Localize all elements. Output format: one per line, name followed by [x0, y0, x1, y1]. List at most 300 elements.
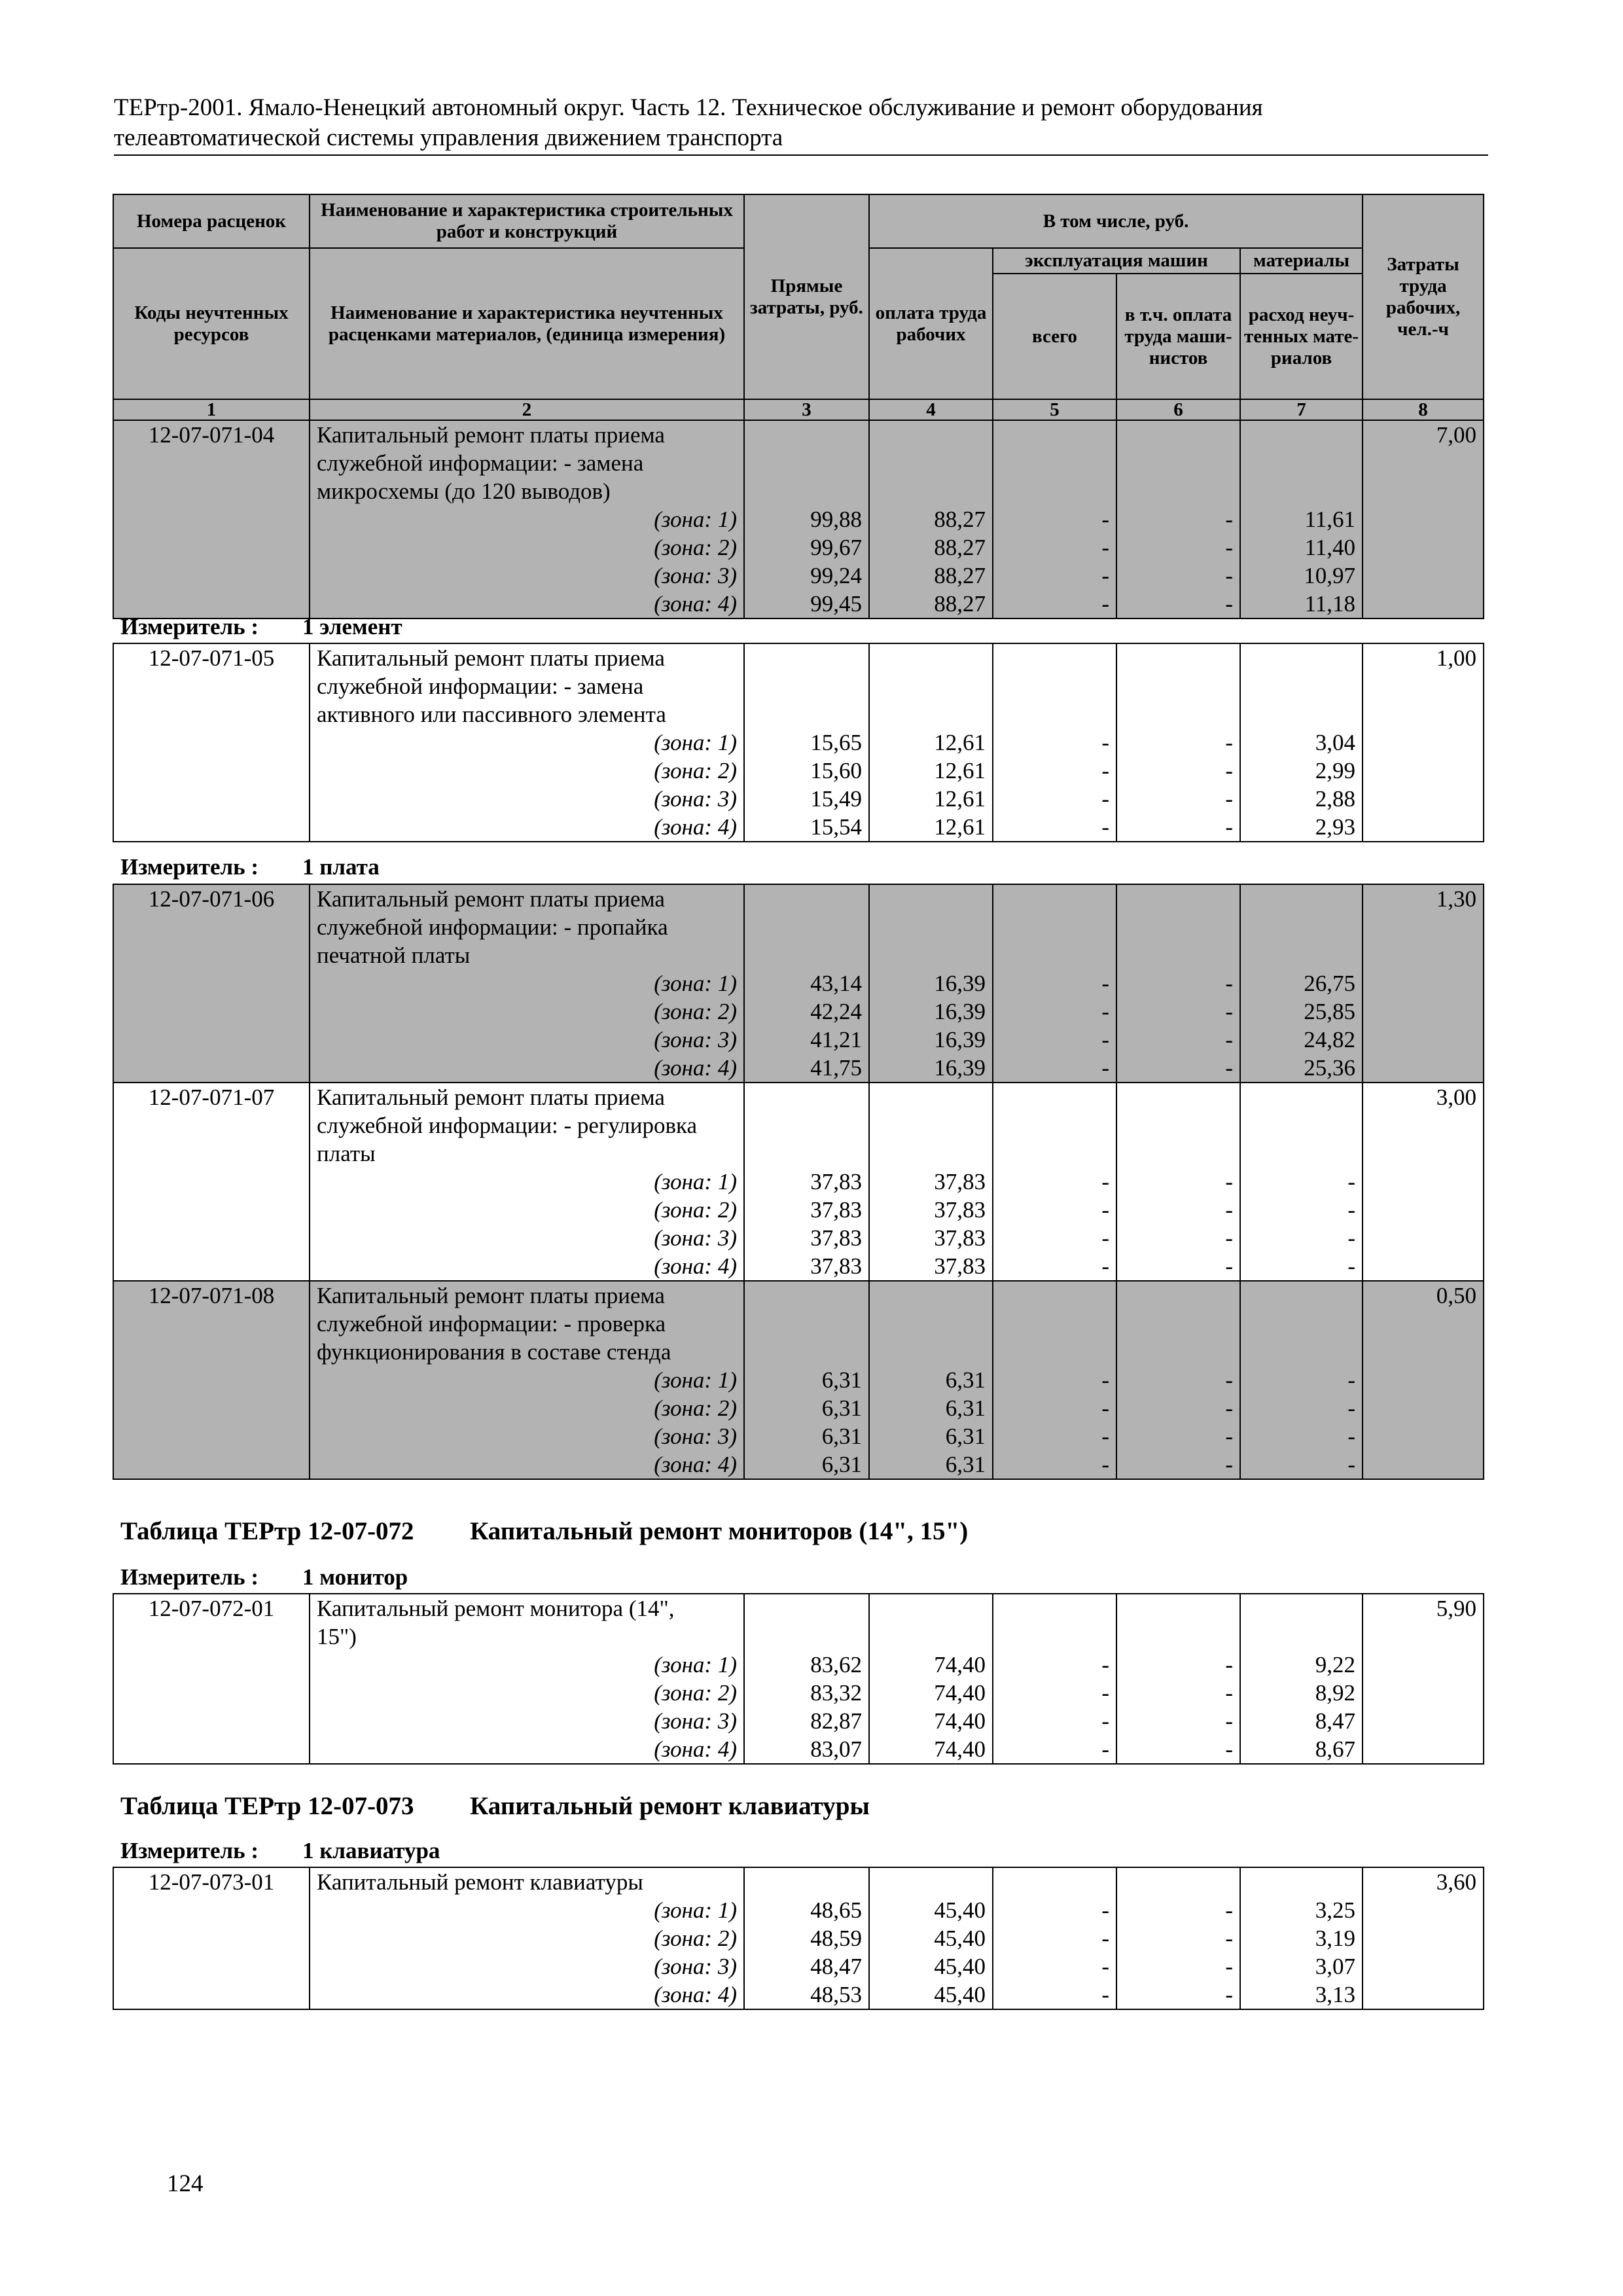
rate-name-line: служебной информации: - замена: [317, 450, 644, 476]
zone-value: -: [1101, 1652, 1109, 1677]
zone-label: (зона: 4): [654, 1253, 737, 1279]
zone-label: (зона: 3): [654, 1708, 737, 1734]
table-073-title: [120, 1792, 870, 1821]
value-col-7: [1240, 643, 1363, 842]
zone-value: 37,83: [934, 1169, 986, 1194]
zone-value: 15,60: [810, 758, 862, 783]
rate-name-cell: [310, 884, 744, 1083]
zone-label: (зона: 1): [654, 971, 737, 996]
rate-code-cell: [113, 884, 310, 1083]
zone-value: -: [1225, 1055, 1233, 1081]
zone-value: 74,40: [934, 1652, 986, 1677]
value-col-6: [1116, 884, 1240, 1083]
zone-value: 3,25: [1315, 1897, 1355, 1923]
rate-name-line: Капитальный ремонт платы приема: [317, 1283, 665, 1308]
zone-value: 99,88: [810, 507, 862, 532]
measure-value: 1 элемент: [302, 614, 402, 639]
rate-row-071-05: [113, 643, 1484, 842]
rate-code: 12-07-071-07: [148, 1085, 275, 1110]
value-col-3: [744, 643, 869, 842]
zone-value: -: [1225, 1452, 1233, 1477]
col4-header: оплата труда рабочих: [869, 248, 993, 399]
rate-name-cell: [310, 1594, 744, 1764]
value-col-6: [1116, 1281, 1240, 1479]
zone-value: -: [1101, 1708, 1109, 1734]
col-number-2: 2: [310, 399, 744, 420]
zone-value: -: [1101, 507, 1109, 532]
zone-value: 88,27: [934, 563, 986, 588]
value-col-5: [993, 1281, 1116, 1479]
labor-cost: 7,00: [1436, 422, 1477, 448]
zone-value: 11,18: [1304, 591, 1356, 617]
zone-value: 6,31: [945, 1367, 986, 1393]
rate-name-line: микросхемы (до 120 выводов): [317, 478, 611, 504]
rate-code: 12-07-071-08: [148, 1283, 275, 1308]
zone-value: 11,40: [1304, 535, 1356, 560]
zone-value: -: [1225, 758, 1233, 783]
zone-value: 88,27: [934, 535, 986, 560]
zone-value: 82,87: [810, 1708, 862, 1734]
rate-code-cell: [113, 1867, 310, 2009]
rate-name-line: служебной информации: - регулировка: [317, 1113, 698, 1138]
col-number-6: 6: [1116, 399, 1240, 420]
zone-value: 6,31: [821, 1395, 862, 1421]
zone-value: -: [1101, 1736, 1109, 1762]
value-col-6: [1116, 1867, 1240, 2009]
table-prefix: Таблица: [120, 1517, 219, 1545]
zone-label: (зона: 1): [654, 1897, 737, 1923]
rate-name-line: Капитальный ремонт платы приема: [317, 645, 665, 671]
zone-value: -: [1225, 535, 1233, 560]
zone-label: (зона: 4): [654, 1452, 737, 1477]
zone-value: 45,40: [934, 1897, 986, 1923]
rate-name-line: Капитальный ремонт платы приема: [317, 886, 665, 912]
zone-value: -: [1225, 1897, 1233, 1923]
header-line-1: ТЕРтр-2001. Ямало-Ненецкий автономный округ. Часть 12. Техническое обслуживание и ремонт оборудования: [114, 94, 1263, 121]
zone-value: 12,61: [934, 758, 986, 783]
col3-header: Прямые затраты, руб.: [744, 194, 869, 399]
value-col-7: [1240, 1594, 1363, 1764]
zone-value: 6,31: [945, 1424, 986, 1449]
value-col-4: [869, 884, 993, 1083]
measure-element: [120, 614, 402, 640]
zone-value: 6,31: [945, 1395, 986, 1421]
value-col-5: [993, 1594, 1116, 1764]
rate-name-line: Капитальный ремонт платы приема: [317, 1085, 665, 1110]
rate-code: 12-07-071-04: [148, 422, 275, 448]
zone-label: (зона: 2): [654, 1680, 737, 1706]
zone-value: 3,13: [1315, 1982, 1355, 2007]
zone-value: -: [1101, 1395, 1109, 1421]
zone-value: 48,47: [810, 1954, 862, 1979]
value-col-6: [1116, 1594, 1240, 1764]
page-header: [114, 93, 1488, 156]
zone-value: -: [1101, 1897, 1109, 1923]
value-col-3: [744, 884, 869, 1083]
measure-value: 1 монитор: [302, 1564, 408, 1590]
zone-value: 45,40: [934, 1926, 986, 1951]
value-col-3: [744, 420, 869, 619]
value-col-6: [1116, 420, 1240, 619]
col7-header: расход неуч-тенных мате-риалов: [1240, 274, 1363, 399]
zone-value: -: [1101, 1197, 1109, 1223]
rate-name-line: служебной информации: - пропайка: [317, 914, 668, 940]
labor-cost-cell: [1363, 1594, 1484, 1764]
zone-label: (зона: 1): [654, 1169, 737, 1194]
zone-value: -: [1347, 1424, 1355, 1449]
zone-value: 10,97: [1304, 563, 1356, 588]
zone-value: 37,83: [934, 1253, 986, 1279]
zone-value: -: [1225, 1652, 1233, 1677]
rate-name-cell: [310, 1867, 744, 2009]
zone-value: 37,83: [810, 1225, 862, 1251]
zone-value: -: [1225, 591, 1233, 617]
zone-value: 45,40: [934, 1982, 986, 2007]
labor-cost-cell: [1363, 884, 1484, 1083]
zone-value: 2,99: [1315, 758, 1355, 783]
zone-value: 9,22: [1315, 1652, 1355, 1677]
labor-cost-cell: [1363, 1083, 1484, 1281]
rates-table-top: [113, 194, 1483, 619]
table-name: Капитальный ремонт мониторов (14", 15"): [470, 1517, 969, 1545]
zone-value: 48,65: [810, 1897, 862, 1923]
zone-value: -: [1225, 1169, 1233, 1194]
zone-value: -: [1225, 1253, 1233, 1279]
zone-value: -: [1347, 1452, 1355, 1477]
zone-value: -: [1101, 999, 1109, 1024]
zone-value: 42,24: [810, 999, 862, 1024]
rate-name-line: печатной платы: [317, 942, 471, 968]
zone-value: 12,61: [934, 814, 986, 840]
zone-value: 88,27: [934, 507, 986, 532]
col-number-3: 3: [744, 399, 869, 420]
zone-value: -: [1101, 591, 1109, 617]
rates-table-071-06-08: [113, 884, 1483, 1480]
zone-value: -: [1225, 971, 1233, 996]
value-col-3: [744, 1083, 869, 1281]
zone-value: -: [1225, 1027, 1233, 1052]
zone-value: -: [1347, 1395, 1355, 1421]
zone-label: (зона: 4): [654, 1055, 737, 1081]
zone-label: (зона: 4): [654, 591, 737, 617]
zone-value: -: [1225, 1708, 1233, 1734]
zone-value: 25,85: [1304, 999, 1355, 1024]
zone-value: 37,83: [934, 1225, 986, 1251]
zone-value: 15,49: [810, 786, 862, 812]
col-number-8: 8: [1363, 399, 1484, 420]
rate-name-line: Капитальный ремонт монитора (14",: [317, 1596, 675, 1621]
zone-value: -: [1101, 758, 1109, 783]
rate-code-cell: [113, 1083, 310, 1281]
measure-label: Измеритель :: [120, 854, 259, 880]
zone-value: 24,82: [1304, 1027, 1355, 1052]
zone-value: 74,40: [934, 1736, 986, 1762]
rates-table-071-05: [113, 643, 1483, 842]
zone-value: -: [1101, 1954, 1109, 1979]
rate-row-071-04: [113, 420, 1484, 619]
zone-label: (зона: 4): [654, 1982, 737, 2007]
value-col-4: [869, 1083, 993, 1281]
col2-bottom-header: Наименование и характеристика неучтенных расценками материалов, (единица измерения): [310, 248, 744, 399]
zone-value: 12,61: [934, 786, 986, 812]
zone-value: 83,62: [810, 1652, 862, 1677]
value-col-5: [993, 1867, 1116, 2009]
zone-value: 16,39: [934, 1055, 986, 1081]
zone-value: 41,21: [810, 1027, 862, 1052]
table-header: [113, 194, 1484, 420]
page-number: 124: [167, 2170, 204, 2197]
rate-code: 12-07-073-01: [148, 1869, 275, 1895]
measure-label: Измеритель :: [120, 1838, 259, 1863]
zone-label: (зона: 1): [654, 730, 737, 755]
labor-cost: 1,00: [1436, 645, 1476, 671]
zone-value: -: [1101, 1680, 1109, 1706]
labor-cost-cell: [1363, 1867, 1484, 2009]
table-name: Капитальный ремонт клавиатуры: [470, 1792, 870, 1820]
zone-value: 8,47: [1315, 1708, 1355, 1734]
col2-top-header: Наименование и характеристика строительных работ и конструкций: [310, 194, 744, 248]
zone-value: -: [1101, 786, 1109, 812]
col6-header: в т.ч. оплата труда маши-нистов: [1116, 274, 1240, 399]
value-col-4: [869, 643, 993, 842]
zone-value: 74,40: [934, 1708, 986, 1734]
rate-name-cell: [310, 643, 744, 842]
zone-value: -: [1225, 1982, 1233, 2007]
col5-header: всего: [993, 274, 1116, 399]
zone-value: -: [1225, 563, 1233, 588]
value-col-6: [1116, 643, 1240, 842]
value-col-6: [1116, 1083, 1240, 1281]
zone-value: 26,75: [1304, 971, 1355, 996]
labor-cost: 5,90: [1436, 1596, 1476, 1621]
zone-value: -: [1101, 1027, 1109, 1052]
zone-value: -: [1225, 730, 1233, 755]
zone-value: 37,83: [810, 1197, 862, 1223]
zone-value: -: [1347, 1367, 1355, 1393]
zone-label: (зона: 3): [654, 1027, 737, 1052]
zone-value: -: [1101, 1055, 1109, 1081]
zone-value: 2,88: [1315, 786, 1355, 812]
measure-value: 1 клавиатура: [302, 1838, 440, 1863]
zone-value: -: [1347, 1225, 1355, 1251]
zone-label: (зона: 4): [654, 1736, 737, 1762]
zone-value: 15,65: [810, 730, 862, 755]
table-id: ТЕРтр 12-07-072: [224, 1517, 414, 1545]
zone-value: -: [1225, 1736, 1233, 1762]
zone-value: 16,39: [934, 1027, 986, 1052]
value-col-5: [993, 420, 1116, 619]
zone-value: 37,83: [934, 1197, 986, 1223]
zone-value: -: [1225, 1395, 1233, 1421]
zone-value: -: [1101, 563, 1109, 588]
rate-name-cell: [310, 1083, 744, 1281]
value-col-7: [1240, 884, 1363, 1083]
zone-value: -: [1225, 1926, 1233, 1951]
rates-table-072: [113, 1593, 1483, 1765]
rate-name-cell: [310, 1281, 744, 1479]
zone-value: -: [1101, 1982, 1109, 2007]
zone-value: 8,67: [1315, 1736, 1355, 1762]
zone-value: -: [1101, 1926, 1109, 1951]
zone-value: -: [1225, 1197, 1233, 1223]
zone-value: 3,19: [1315, 1926, 1355, 1951]
rates-table-073: [113, 1867, 1483, 2010]
materials-header: материалы: [1240, 248, 1363, 274]
zone-label: (зона: 3): [654, 1424, 737, 1449]
group-header: В том числе, руб.: [869, 194, 1363, 248]
zone-label: (зона: 1): [654, 1652, 737, 1677]
measure-monitor: [120, 1564, 408, 1590]
zone-value: -: [1347, 1253, 1355, 1279]
col8-header: Затраты труда рабочих, чел.-ч: [1363, 194, 1484, 399]
zone-value: 88,27: [934, 591, 986, 617]
value-col-4: [869, 1867, 993, 2009]
rate-code: 12-07-071-06: [148, 886, 275, 912]
col1-bottom-header: Коды неучтенных ресурсов: [113, 248, 310, 399]
value-col-5: [993, 884, 1116, 1083]
zone-value: -: [1225, 1954, 1233, 1979]
zone-value: -: [1101, 1424, 1109, 1449]
rate-name-line: 15"): [317, 1624, 357, 1649]
zone-value: 6,31: [821, 1452, 862, 1477]
labor-cost: 3,60: [1436, 1869, 1476, 1895]
value-col-7: [1240, 420, 1363, 619]
zone-label: (зона: 1): [654, 507, 737, 532]
zone-value: -: [1101, 730, 1109, 755]
zone-value: 11,61: [1304, 507, 1356, 532]
rate-name-line: платы: [317, 1141, 376, 1166]
zone-value: 45,40: [934, 1954, 986, 1979]
zone-value: 99,24: [810, 563, 862, 588]
zone-value: 6,31: [945, 1452, 986, 1477]
rate-name-line: Капитальный ремонт клавиатуры: [317, 1869, 643, 1895]
col-number-5: 5: [993, 399, 1116, 420]
zone-value: 43,14: [810, 971, 862, 996]
zone-value: -: [1225, 999, 1233, 1024]
zone-value: 6,31: [821, 1367, 862, 1393]
zone-label: (зона: 3): [654, 1225, 737, 1251]
zone-value: 48,53: [810, 1982, 862, 2007]
rate-code-cell: [113, 643, 310, 842]
rate-code-cell: [113, 1281, 310, 1479]
value-col-3: [744, 1281, 869, 1479]
value-col-5: [993, 1083, 1116, 1281]
zone-value: -: [1101, 1253, 1109, 1279]
table-id: ТЕРтр 12-07-073: [224, 1792, 414, 1820]
labor-cost-cell: [1363, 1281, 1484, 1479]
zone-label: (зона: 2): [654, 758, 737, 783]
value-col-7: [1240, 1281, 1363, 1479]
zone-value: -: [1225, 1367, 1233, 1393]
zone-value: 16,39: [934, 971, 986, 996]
zone-label: (зона: 1): [654, 1367, 737, 1393]
col-number-1: 1: [113, 399, 310, 420]
zone-value: -: [1225, 507, 1233, 532]
zone-value: 37,83: [810, 1253, 862, 1279]
rate-name-line: служебной информации: - замена: [317, 673, 644, 699]
labor-cost-cell: [1363, 420, 1484, 619]
rate-row-071-07: [113, 1083, 1484, 1281]
rate-row-072-01: [113, 1594, 1484, 1764]
labor-cost-cell: [1363, 643, 1484, 842]
zone-value: -: [1225, 1225, 1233, 1251]
value-col-7: [1240, 1083, 1363, 1281]
rate-code: 12-07-071-05: [148, 645, 275, 671]
rate-name-line: Капитальный ремонт платы приема: [317, 422, 665, 448]
zone-label: (зона: 2): [654, 1926, 737, 1951]
zone-value: -: [1101, 1225, 1109, 1251]
zone-value: 3,04: [1315, 730, 1355, 755]
table-prefix: Таблица: [120, 1792, 219, 1820]
zone-value: -: [1225, 786, 1233, 812]
measure-value: 1 плата: [302, 854, 380, 880]
rate-code: 12-07-072-01: [148, 1596, 275, 1621]
rate-row-071-06: [113, 884, 1484, 1083]
zone-value: 74,40: [934, 1680, 986, 1706]
zone-label: (зона: 3): [654, 1954, 737, 1979]
value-col-5: [993, 643, 1116, 842]
zone-label: (зона: 2): [654, 999, 737, 1024]
rate-code-cell: [113, 420, 310, 619]
zone-value: -: [1225, 1680, 1233, 1706]
labor-cost: 3,00: [1436, 1085, 1476, 1110]
zone-label: (зона: 3): [654, 563, 737, 588]
zone-label: (зона: 2): [654, 535, 737, 560]
zone-value: -: [1347, 1197, 1355, 1223]
value-col-3: [744, 1594, 869, 1764]
labor-cost: 1,30: [1436, 886, 1476, 912]
measure-keyboard: [120, 1838, 440, 1864]
measure-label: Измеритель :: [120, 1564, 259, 1590]
zone-value: 25,36: [1304, 1055, 1355, 1081]
zone-value: -: [1225, 1424, 1233, 1449]
zone-value: -: [1347, 1169, 1355, 1194]
measure-board: [120, 854, 380, 880]
value-col-4: [869, 1281, 993, 1479]
value-col-3: [744, 1867, 869, 2009]
zone-value: 6,31: [821, 1424, 862, 1449]
value-col-7: [1240, 1867, 1363, 2009]
measure-label: Измеритель :: [120, 614, 259, 639]
zone-label: (зона: 2): [654, 1197, 737, 1223]
zone-label: (зона: 4): [654, 814, 737, 840]
machines-header: эксплуатация машин: [993, 248, 1240, 274]
table-072-title: [120, 1517, 969, 1546]
zone-value: -: [1101, 971, 1109, 996]
zone-value: 16,39: [934, 999, 986, 1024]
rate-code-cell: [113, 1594, 310, 1764]
col1-top-header: Номера расценок: [113, 194, 310, 248]
zone-value: -: [1101, 1367, 1109, 1393]
col-number-4: 4: [869, 399, 993, 420]
rate-name-line: служебной информации: - проверка: [317, 1311, 666, 1336]
zone-value: 8,92: [1315, 1680, 1355, 1706]
zone-value: 99,45: [810, 591, 862, 617]
zone-value: 99,67: [810, 535, 862, 560]
zone-value: 48,59: [810, 1926, 862, 1951]
labor-cost: 0,50: [1436, 1283, 1476, 1308]
zone-value: 2,93: [1315, 814, 1355, 840]
col-number-7: 7: [1240, 399, 1363, 420]
zone-label: (зона: 3): [654, 786, 737, 812]
zone-value: 12,61: [934, 730, 986, 755]
rate-row-071-08: [113, 1281, 1484, 1479]
rate-name-line: активного или пассивного элемента: [317, 702, 666, 727]
zone-label: (зона: 2): [654, 1395, 737, 1421]
zone-value: 15,54: [810, 814, 862, 840]
rate-row-073-01: [113, 1867, 1484, 2009]
value-col-4: [869, 420, 993, 619]
